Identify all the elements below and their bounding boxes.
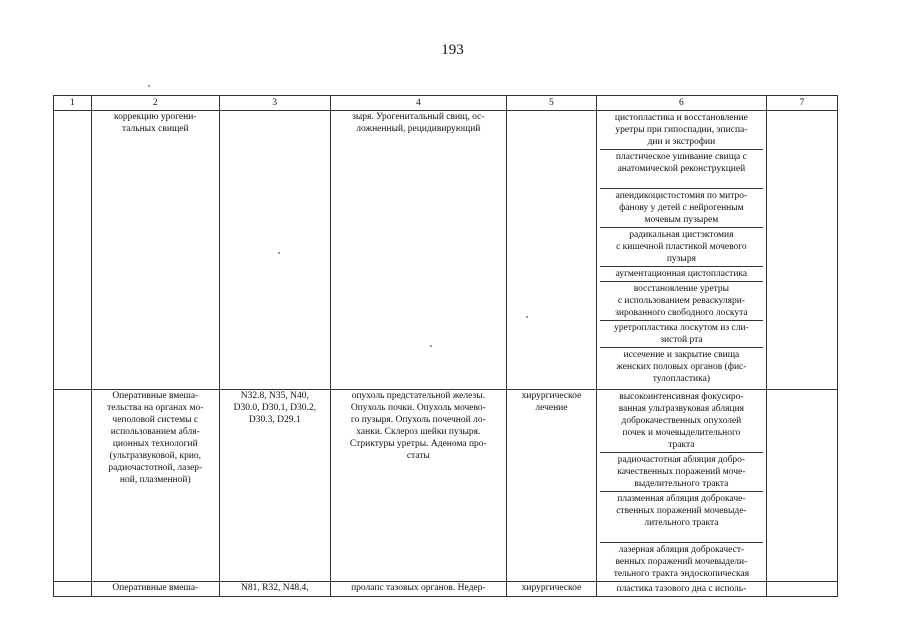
text-line: радикальная цистэктомия [629, 230, 734, 240]
table-cell-c5 [507, 390, 597, 582]
table-cell-c2 [91, 111, 219, 390]
table-cell-c2 [91, 582, 219, 597]
text-line: пролапс тазовых органов. Недер- [351, 583, 486, 593]
text-line: аугментационная цистопластика [615, 269, 748, 279]
text-line: доброкачественных опухолей [621, 416, 742, 426]
text-line: лазерная абляция доброкачест- [618, 545, 745, 555]
text-line [600, 529, 763, 541]
table-cell-c6 [596, 390, 766, 582]
text-line: апендикоцистостомия по митро- [615, 191, 748, 201]
text-line: N32.8, N35, N40, [240, 391, 309, 401]
procedures-table [53, 95, 838, 597]
text-line: (ультразвуковой, крио, [109, 451, 202, 461]
text-line: ханки. Склероз шейки пузыря. [356, 427, 481, 437]
scan-speck [526, 316, 528, 318]
treatment-method [600, 453, 763, 492]
treatment-method [600, 282, 763, 321]
text-line: использованием абля- [110, 427, 200, 437]
table-cell-c1 [54, 390, 92, 582]
column-header-4: 4 [330, 96, 506, 111]
text-line: радиочастотной, лазер- [108, 463, 203, 473]
table-cell-c6 [596, 111, 766, 390]
text-line: восстановление уретры [633, 284, 730, 294]
table-cell-c5 [507, 582, 597, 597]
text-line: венных поражений мочевыдели- [615, 557, 748, 567]
text-line: коррекцию урогени- [114, 112, 197, 122]
treatment-method [600, 150, 763, 189]
treatment-method [600, 582, 763, 596]
text-line: тракта [668, 440, 695, 450]
treatment-method [600, 492, 763, 543]
text-line: пластическое ушивание свища с [615, 152, 747, 162]
scan-speck [148, 85, 150, 87]
table-cell-c4 [330, 390, 506, 582]
text-line: N81, R32, N48.4, [241, 583, 309, 593]
text-line: тельства на органах мо- [107, 403, 204, 413]
text-line: с использованием реваскуляри- [617, 296, 745, 306]
table-cell-c7 [766, 111, 837, 390]
text-line: уретропластика лоскутом из сли- [614, 323, 749, 333]
text-line: D30.3, D29.1 [248, 415, 301, 425]
table-cell-c7 [766, 390, 837, 582]
table-row [54, 111, 838, 390]
table-cell-c1 [54, 582, 92, 597]
table-cell-c3 [219, 582, 330, 597]
table-row [54, 390, 838, 582]
text-line: чеполовой системы с [112, 415, 199, 425]
text-line: анатомической реконструкцией [617, 164, 746, 174]
column-header-1: 1 [54, 96, 92, 111]
text-line: пузыря [666, 254, 696, 264]
text-line: уретры при гипоспадии, эписпа- [615, 125, 748, 135]
treatment-method [600, 543, 763, 581]
text-line: зыря. Урогенитальный свищ, ос- [352, 112, 485, 122]
text-line: хирургическое [521, 391, 582, 401]
text-line: Оперативные вмеша- [112, 391, 199, 401]
text-line: Оперативные вмеша- [112, 583, 199, 593]
text-line: D30.0, D30.1, D30.2, [233, 403, 316, 413]
text-line: го пузыря. Опухоль почечной ло- [350, 415, 486, 425]
text-line: цистопластика и восстановление [614, 113, 748, 123]
text-line: тулопластика) [652, 374, 710, 384]
treatment-method [600, 390, 763, 453]
text-line: лечение [535, 403, 568, 413]
treatment-method [600, 189, 763, 228]
text-line: иссечение и закрытие свища [623, 350, 740, 360]
text-line: плазменная абляция доброкаче- [617, 494, 746, 504]
column-header-7: 7 [766, 96, 837, 111]
text-line: дии и экстрофии [647, 137, 716, 147]
table-cell-c3 [219, 111, 330, 390]
page-number: 193 [441, 42, 464, 58]
text-line: высокоинтенсивная фокусиро- [619, 392, 744, 402]
text-line: тальных свищей [121, 124, 189, 134]
text-line [600, 175, 763, 187]
text-line: с кишечной пластикой мочевого [616, 242, 747, 252]
text-line: зистой рта [660, 335, 703, 345]
column-header-row [54, 96, 838, 111]
table-cell-c4 [330, 582, 506, 597]
text-line: радиочастотная абляция добро- [617, 455, 746, 465]
text-line: ной, плазменной) [119, 475, 191, 485]
text-line: Опухоль почки. Опухоль мочево- [350, 403, 486, 413]
text-line: хирургическое [521, 583, 582, 593]
text-line: зированного свободного лоскута [615, 308, 748, 318]
table-cell-c1 [54, 111, 92, 390]
column-header-2: 2 [91, 96, 219, 111]
text-line: опухоль предстательной железы. [351, 391, 485, 401]
text-line: ционных технологий [112, 439, 198, 449]
text-line: лительного тракта [644, 518, 719, 528]
text-line: тельного тракта эндоскопическая [613, 569, 750, 579]
text-line: женских половых органов (фис- [616, 362, 747, 372]
table-cell-c5 [507, 111, 597, 390]
treatment-method [600, 111, 763, 150]
text-line: Стриктуры уретры. Аденома про- [349, 439, 487, 449]
text-line: пластика тазового дна с исполь- [616, 584, 747, 594]
column-header-6: 6 [596, 96, 766, 111]
table-cell-c3 [219, 390, 330, 582]
text-line: выделительного тракта [634, 479, 729, 489]
treatment-method [600, 348, 763, 386]
scan-speck [430, 345, 432, 347]
table-cell-c2 [91, 390, 219, 582]
text-line: почек и мочевыделительного [622, 428, 741, 438]
text-line: качественных поражений моче- [617, 467, 746, 477]
column-header-3: 3 [219, 96, 330, 111]
scan-speck [278, 252, 280, 254]
text-line: ложненный, рецидивирующий [356, 124, 481, 134]
text-line: ванная ультразвуковая абляция [618, 404, 745, 414]
column-header-5: 5 [507, 96, 597, 111]
text-line: мочевым пузырем [644, 215, 719, 225]
text-line: ственных поражений мочевыде- [616, 506, 747, 516]
treatment-method [600, 228, 763, 267]
text-line: статы [406, 451, 430, 461]
text-line: фанову у детей с нейрогенным [619, 203, 744, 213]
table-cell-c7 [766, 582, 837, 597]
treatment-method [600, 267, 763, 282]
treatment-method [600, 321, 763, 348]
table-row [54, 582, 838, 597]
table-cell-c4 [330, 111, 506, 390]
table-cell-c6 [596, 582, 766, 597]
